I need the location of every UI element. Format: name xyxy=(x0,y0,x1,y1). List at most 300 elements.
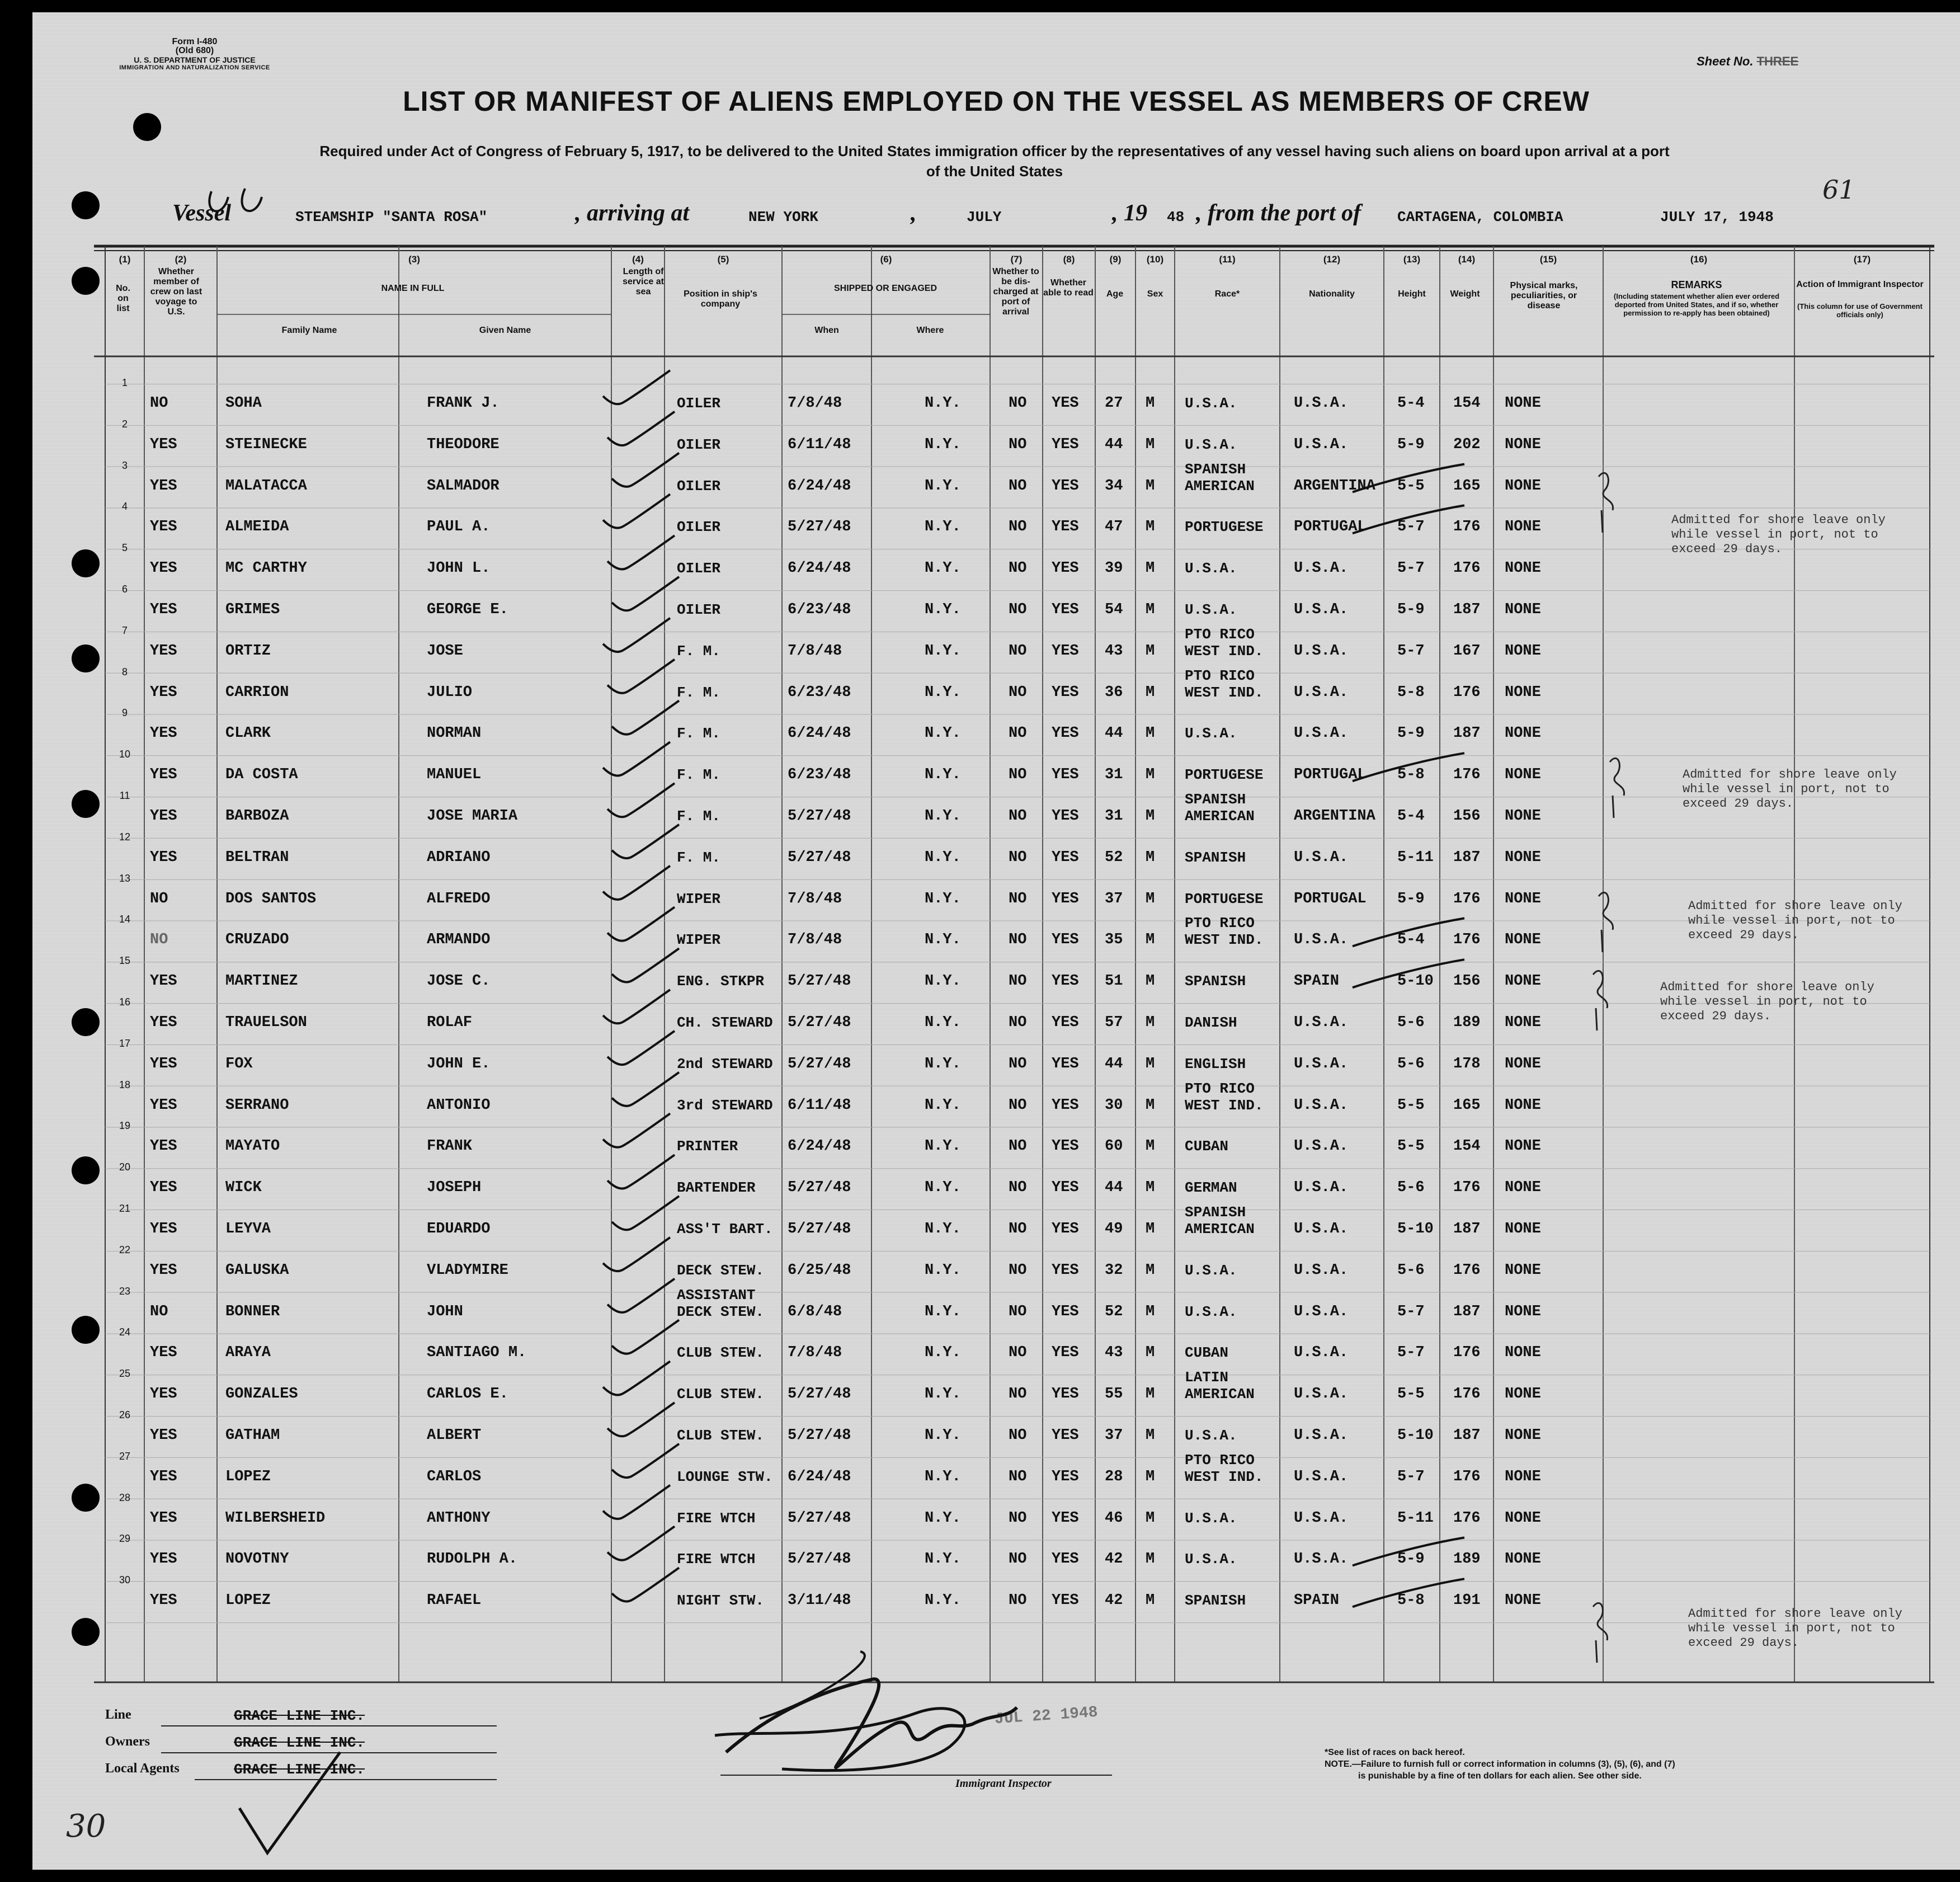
header-where: Where xyxy=(916,326,944,335)
where-cell: N.Y. xyxy=(925,931,961,949)
nationality-cell: U.S.A. xyxy=(1294,560,1349,577)
row-number: 2 xyxy=(121,418,128,430)
header-given-name: Given Name xyxy=(479,326,531,335)
row-number: 13 xyxy=(119,872,131,884)
service-checkmark xyxy=(603,618,670,652)
race-cell: WEST IND. xyxy=(1185,1097,1264,1114)
discharged-cell: NO xyxy=(1009,766,1027,784)
sex-cell: M xyxy=(1146,477,1155,495)
member-cell: YES xyxy=(150,1014,177,1031)
able-read-cell: YES xyxy=(1052,1592,1079,1610)
weight-cell: 187 xyxy=(1453,849,1481,866)
row-number: 19 xyxy=(119,1120,131,1132)
nationality-cell: U.S.A. xyxy=(1294,725,1349,742)
row-number: 21 xyxy=(119,1203,131,1214)
arriving-label: , arriving at xyxy=(575,200,690,226)
department-name: U. S. DEPARTMENT OF JUSTICE xyxy=(134,55,256,64)
discharged-cell: NO xyxy=(1009,1097,1027,1114)
remark-line: Admitted for shore leave only xyxy=(1671,513,1886,527)
given-name-cell: CARLOS E. xyxy=(427,1386,508,1403)
age-cell: 44 xyxy=(1105,1179,1123,1197)
given-name-cell: ALFREDO xyxy=(427,890,491,907)
header-physical: Physical marks, peculiarities, or disease xyxy=(1510,281,1578,310)
given-name-cell: EDUARDO xyxy=(427,1221,491,1238)
column-number: (16) xyxy=(1690,254,1708,265)
where-cell: N.Y. xyxy=(925,1179,961,1197)
service-checkmark xyxy=(603,1485,670,1519)
position-cell: ASSISTANT xyxy=(677,1286,756,1304)
where-cell: N.Y. xyxy=(925,808,961,825)
member-cell: YES xyxy=(150,560,177,577)
when-cell: 6/24/48 xyxy=(788,560,851,577)
service-checkmark xyxy=(607,907,675,940)
family-name-cell: SOHA xyxy=(225,395,262,412)
position-cell: LOUNGE STW. xyxy=(677,1468,773,1485)
from-date: JULY 17, 1948 xyxy=(1660,209,1774,225)
header-nationality: Nationality xyxy=(1309,289,1355,299)
column-number: (2) xyxy=(175,254,187,265)
header-name-in-full: NAME IN FULL xyxy=(381,284,445,293)
when-cell: 6/11/48 xyxy=(788,436,851,453)
sex-cell: M xyxy=(1146,601,1155,618)
agents-value: GRACE LINE INC. xyxy=(234,1761,365,1778)
nationality-cell: U.S.A. xyxy=(1294,1014,1349,1031)
position-cell: OILER xyxy=(677,560,721,577)
age-cell: 35 xyxy=(1105,931,1123,949)
row-number: 5 xyxy=(121,542,128,554)
service-checkmark xyxy=(603,494,670,528)
discharged-cell: NO xyxy=(1009,1344,1027,1362)
position-cell: CLUB STEW. xyxy=(677,1386,765,1403)
date-month: JULY xyxy=(967,209,1002,225)
height-cell: 5-9 xyxy=(1397,890,1425,907)
age-cell: 52 xyxy=(1105,849,1123,866)
where-cell: N.Y. xyxy=(925,684,961,701)
age-cell: 42 xyxy=(1105,1592,1123,1610)
member-cell: YES xyxy=(150,1138,177,1155)
position-cell: FIRE WTCH xyxy=(677,1551,756,1568)
height-cell: 5-9 xyxy=(1397,601,1425,618)
height-cell: 5-7 xyxy=(1397,1303,1425,1320)
able-read-cell: YES xyxy=(1052,1509,1079,1527)
member-cell: NO xyxy=(150,1303,168,1320)
race-cell: U.S.A. xyxy=(1185,560,1237,577)
when-cell: 7/8/48 xyxy=(788,395,842,412)
when-cell: 5/27/48 xyxy=(788,1014,851,1031)
nationality-cell: SPAIN xyxy=(1294,973,1340,990)
nationality-cell: U.S.A. xyxy=(1294,1262,1349,1279)
nationality-cell: U.S.A. xyxy=(1294,1055,1349,1072)
sex-cell: M xyxy=(1146,642,1155,660)
position-cell: 2nd STEWARD xyxy=(677,1055,773,1072)
weight-cell: 156 xyxy=(1453,808,1481,825)
discharged-cell: NO xyxy=(1009,1179,1027,1197)
row-number: 9 xyxy=(121,707,128,719)
height-cell: 5-8 xyxy=(1397,1592,1425,1610)
sex-cell: M xyxy=(1146,1179,1155,1197)
vessel-label: Vessel xyxy=(172,200,231,226)
where-cell: N.Y. xyxy=(925,1468,961,1485)
sheet-number-label: Sheet No. xyxy=(1697,54,1754,68)
where-cell: N.Y. xyxy=(925,725,961,742)
family-name-cell: LOPEZ xyxy=(225,1468,271,1485)
where-cell: N.Y. xyxy=(925,477,961,495)
member-cell: YES xyxy=(150,808,177,825)
handwritten-strike xyxy=(1353,505,1464,536)
race-cell: WEST IND. xyxy=(1185,642,1264,660)
header-whether-member: Whether member of crew on last voyage to U.S. xyxy=(150,267,202,317)
family-name-cell: ALMEIDA xyxy=(225,519,289,536)
age-cell: 37 xyxy=(1105,1427,1123,1444)
line-value: GRACE LINE INC. xyxy=(234,1707,365,1724)
age-cell: 30 xyxy=(1105,1097,1123,1114)
position-cell: WIPER xyxy=(677,931,721,949)
discharged-cell: NO xyxy=(1009,849,1027,866)
when-cell: 6/25/48 xyxy=(788,1262,851,1279)
given-name-cell: RAFAEL xyxy=(427,1592,482,1610)
discharged-cell: NO xyxy=(1009,890,1027,907)
height-cell: 5-5 xyxy=(1397,1386,1425,1403)
family-name-cell: ORTIZ xyxy=(225,642,271,660)
member-cell: YES xyxy=(150,1179,177,1197)
member-cell: YES xyxy=(150,642,177,660)
race-cell: LATIN xyxy=(1185,1369,1229,1386)
age-cell: 49 xyxy=(1105,1221,1123,1238)
header-sex: Sex xyxy=(1147,289,1163,299)
nationality-cell: U.S.A. xyxy=(1294,395,1349,412)
when-cell: 6/24/48 xyxy=(788,1138,851,1155)
given-name-cell: CARLOS xyxy=(427,1468,482,1485)
family-name-cell: MAYATO xyxy=(225,1138,280,1155)
discharged-cell: NO xyxy=(1009,560,1027,577)
member-cell: YES xyxy=(150,519,177,536)
nationality-cell: U.S.A. xyxy=(1294,1468,1349,1485)
race-cell: SPANISH xyxy=(1185,1592,1246,1610)
given-name-cell: ARMANDO xyxy=(427,931,491,949)
when-cell: 6/11/48 xyxy=(788,1097,851,1114)
position-cell: DECK STEW. xyxy=(677,1262,765,1279)
sex-cell: M xyxy=(1146,890,1155,907)
column-number: (10) xyxy=(1146,254,1164,265)
checkmarks xyxy=(32,12,1960,1870)
age-cell: 44 xyxy=(1105,1055,1123,1072)
row-number: 1 xyxy=(121,377,128,388)
physical-cell: NONE xyxy=(1505,1592,1541,1610)
where-cell: N.Y. xyxy=(925,1427,961,1444)
discharged-cell: NO xyxy=(1009,725,1027,742)
member-cell: YES xyxy=(150,1262,177,1279)
height-cell: 5-6 xyxy=(1397,1262,1425,1279)
owners-value: GRACE LINE INC. xyxy=(234,1734,365,1751)
height-cell: 5-11 xyxy=(1397,849,1434,866)
given-name-cell: FRANK J. xyxy=(427,395,500,412)
nationality-cell: U.S.A. xyxy=(1294,1509,1349,1527)
able-read-cell: YES xyxy=(1052,642,1079,660)
when-cell: 5/27/48 xyxy=(788,1427,851,1444)
able-read-cell: YES xyxy=(1052,1551,1079,1568)
discharged-cell: NO xyxy=(1009,1303,1027,1320)
when-cell: 7/8/48 xyxy=(788,931,842,949)
where-cell: N.Y. xyxy=(925,1386,961,1403)
service-checkmark xyxy=(603,742,670,775)
physical-cell: NONE xyxy=(1505,1427,1541,1444)
when-cell: 7/8/48 xyxy=(788,890,842,907)
inspector-mark xyxy=(1599,892,1613,952)
given-name-cell: JOSE MARIA xyxy=(427,808,518,825)
row-number: 25 xyxy=(119,1368,131,1380)
given-name-cell: JOSE xyxy=(427,642,463,660)
where-cell: N.Y. xyxy=(925,560,961,577)
height-cell: 5-8 xyxy=(1397,684,1425,701)
discharged-cell: NO xyxy=(1009,477,1027,495)
member-cell: YES xyxy=(150,1509,177,1527)
able-read-cell: YES xyxy=(1052,684,1079,701)
weight-cell: 165 xyxy=(1453,477,1481,495)
row-number: 11 xyxy=(119,790,130,801)
weight-cell: 165 xyxy=(1453,1097,1481,1114)
position-cell: ASS'T BART. xyxy=(677,1221,773,1238)
able-read-cell: YES xyxy=(1052,725,1079,742)
height-cell: 5-7 xyxy=(1397,1468,1425,1485)
handwritten-strike xyxy=(1353,918,1464,949)
family-name-cell: WILBERSHEID xyxy=(225,1509,326,1527)
race-cell: U.S.A. xyxy=(1185,395,1237,412)
age-cell: 51 xyxy=(1105,973,1123,990)
column-number: (14) xyxy=(1458,254,1476,265)
nationality-cell: U.S.A. xyxy=(1294,1138,1349,1155)
header-discharged: Whether to be dis-charged at port of arrival xyxy=(992,267,1039,317)
race-cell: AMERICAN xyxy=(1185,1221,1255,1238)
able-read-cell: YES xyxy=(1052,1262,1079,1279)
sex-cell: M xyxy=(1146,684,1155,701)
able-read-cell: YES xyxy=(1052,1055,1079,1072)
header-when: When xyxy=(814,326,839,335)
given-name-cell: NORMAN xyxy=(427,725,482,742)
note-races: *See list of races on back hereof. xyxy=(1325,1748,1465,1757)
age-cell: 31 xyxy=(1105,808,1123,825)
footer-notes xyxy=(1325,1747,1884,1782)
row-number: 23 xyxy=(119,1285,131,1297)
able-read-cell: YES xyxy=(1052,560,1079,577)
nationality-cell: PORTUGAL xyxy=(1294,766,1367,784)
able-read-cell: YES xyxy=(1052,1014,1079,1031)
where-cell: N.Y. xyxy=(925,973,961,990)
physical-cell: NONE xyxy=(1505,1055,1541,1072)
race-cell: PTO RICO xyxy=(1185,915,1255,932)
member-cell: YES xyxy=(150,1344,177,1362)
discharged-cell: NO xyxy=(1009,1055,1027,1072)
weight-cell: 176 xyxy=(1453,684,1481,701)
race-cell: PORTUGESE xyxy=(1185,519,1264,536)
weight-cell: 176 xyxy=(1453,519,1481,536)
discharged-cell: NO xyxy=(1009,1014,1027,1031)
age-cell: 28 xyxy=(1105,1468,1123,1485)
given-name-cell: SALMADOR xyxy=(427,477,500,495)
height-cell: 5-7 xyxy=(1397,519,1425,536)
age-cell: 60 xyxy=(1105,1138,1123,1155)
discharged-cell: NO xyxy=(1009,1551,1027,1568)
race-cell: PORTUGESE xyxy=(1185,766,1264,784)
family-name-cell: GONZALES xyxy=(225,1386,298,1403)
able-read-cell: YES xyxy=(1052,1179,1079,1197)
sex-cell: M xyxy=(1146,766,1155,784)
member-cell: YES xyxy=(150,1386,177,1403)
given-name-cell: GEORGE E. xyxy=(427,601,508,618)
weight-cell: 178 xyxy=(1453,1055,1481,1072)
remark-line: while vessel in port, not to xyxy=(1688,914,1895,928)
position-cell: F. M. xyxy=(677,642,721,660)
sex-cell: M xyxy=(1146,1262,1155,1279)
given-name-cell: ROLAF xyxy=(427,1014,473,1031)
row-number: 6 xyxy=(121,584,128,595)
physical-cell: NONE xyxy=(1505,931,1541,949)
weight-cell: 187 xyxy=(1453,1221,1481,1238)
able-read-cell: YES xyxy=(1052,1344,1079,1362)
position-cell: OILER xyxy=(677,436,721,453)
able-read-cell: YES xyxy=(1052,601,1079,618)
nationality-cell: U.S.A. xyxy=(1294,1179,1349,1197)
age-cell: 37 xyxy=(1105,890,1123,907)
when-cell: 3/11/48 xyxy=(788,1592,851,1610)
service-checkmark xyxy=(607,412,675,445)
member-cell: YES xyxy=(150,1427,177,1444)
race-cell: U.S.A. xyxy=(1185,1509,1237,1527)
position-cell: CLUB STEW. xyxy=(677,1427,765,1444)
sheet-number-value: THREE xyxy=(1756,54,1799,68)
service-checkmark xyxy=(612,700,679,734)
weight-cell: 176 xyxy=(1453,890,1481,907)
nationality-cell: U.S.A. xyxy=(1294,1427,1349,1444)
age-cell: 36 xyxy=(1105,684,1123,701)
subtitle-line-1: Required under Act of Congress of February 5, 1917, to be delivered to the United States immigration officer by the representatives of any vessel having such aliens on board upon arrival at a port xyxy=(319,143,1670,159)
remark-line: Admitted for shore leave only xyxy=(1683,768,1897,782)
discharged-cell: NO xyxy=(1009,1592,1027,1610)
able-read-cell: YES xyxy=(1052,931,1079,949)
row-number: 10 xyxy=(119,749,131,760)
member-cell: YES xyxy=(150,684,177,701)
when-cell: 5/27/48 xyxy=(788,1055,851,1072)
race-cell: U.S.A. xyxy=(1185,725,1237,742)
column-number: (15) xyxy=(1539,254,1557,265)
able-read-cell: YES xyxy=(1052,890,1079,907)
when-cell: 5/27/48 xyxy=(788,1221,851,1238)
column-number: (8) xyxy=(1063,254,1075,265)
service-checkmark xyxy=(607,535,675,569)
given-name-cell: ANTHONY xyxy=(427,1509,491,1527)
weight-cell: 187 xyxy=(1453,1303,1481,1320)
physical-cell: NONE xyxy=(1505,477,1541,495)
where-cell: N.Y. xyxy=(925,519,961,536)
owners-label: Owners xyxy=(105,1734,150,1749)
service-checkmark xyxy=(607,1403,675,1436)
from-label: , from the port of xyxy=(1196,200,1361,226)
row-number: 15 xyxy=(119,955,131,967)
sex-cell: M xyxy=(1146,1055,1155,1072)
sex-cell: M xyxy=(1146,849,1155,866)
service-checkmark xyxy=(612,1196,679,1230)
sex-cell: M xyxy=(1146,1551,1155,1568)
given-name-cell: JULIO xyxy=(427,684,473,701)
age-cell: 34 xyxy=(1105,477,1123,495)
when-cell: 5/27/48 xyxy=(788,1551,851,1568)
nationality-cell: U.S.A. xyxy=(1294,642,1349,660)
able-read-cell: YES xyxy=(1052,1221,1079,1238)
where-cell: N.Y. xyxy=(925,642,961,660)
where-cell: N.Y. xyxy=(925,1138,961,1155)
nationality-cell: U.S.A. xyxy=(1294,1221,1349,1238)
weight-cell: 167 xyxy=(1453,642,1481,660)
header-weight: Weight xyxy=(1450,289,1480,299)
sex-cell: M xyxy=(1146,1138,1155,1155)
age-cell: 27 xyxy=(1105,395,1123,412)
when-cell: 5/27/48 xyxy=(788,973,851,990)
inspector-mark xyxy=(1593,1603,1608,1663)
family-name-cell: LEYVA xyxy=(225,1221,271,1238)
header-position: Position in ship's company xyxy=(684,289,757,309)
weight-cell: 176 xyxy=(1453,1468,1481,1485)
when-cell: 6/23/48 xyxy=(788,766,851,784)
weight-cell: 187 xyxy=(1453,725,1481,742)
header-shipped: SHIPPED OR ENGAGED xyxy=(833,284,937,293)
age-cell: 43 xyxy=(1105,642,1123,660)
given-name-cell: ANTONIO xyxy=(427,1097,491,1114)
race-cell: WEST IND. xyxy=(1185,1468,1264,1485)
agents-label: Local Agents xyxy=(105,1761,180,1776)
race-cell: SPANISH xyxy=(1185,791,1246,808)
physical-cell: NONE xyxy=(1505,1179,1541,1197)
when-cell: 7/8/48 xyxy=(788,642,842,660)
physical-cell: NONE xyxy=(1505,560,1541,577)
corner-mark: 30 xyxy=(66,1808,106,1845)
where-cell: N.Y. xyxy=(925,1014,961,1031)
header-height: Height xyxy=(1398,289,1426,299)
race-cell: SPANISH xyxy=(1185,973,1246,990)
position-cell: CH. STEWARD xyxy=(677,1014,773,1031)
weight-cell: 176 xyxy=(1453,1386,1481,1403)
header-no-on-list: No. on list xyxy=(116,284,130,313)
when-cell: 5/27/48 xyxy=(788,808,851,825)
handwritten-strike xyxy=(1353,959,1464,987)
row-number: 29 xyxy=(119,1533,131,1545)
able-read-cell: YES xyxy=(1052,1303,1079,1320)
row-number: 26 xyxy=(119,1409,131,1420)
age-cell: 39 xyxy=(1105,560,1123,577)
member-cell: NO xyxy=(150,931,168,949)
when-cell: 5/27/48 xyxy=(788,849,851,866)
service-checkmark xyxy=(603,370,670,404)
able-read-cell: YES xyxy=(1052,395,1079,412)
member-cell: YES xyxy=(150,849,177,866)
family-name-cell: NOVOTNY xyxy=(225,1551,289,1568)
discharged-cell: NO xyxy=(1009,1386,1027,1403)
position-cell: BARTENDER xyxy=(677,1179,756,1197)
discharged-cell: NO xyxy=(1009,601,1027,618)
service-name: IMMIGRATION AND NATURALIZATION SERVICE xyxy=(119,64,270,71)
member-cell: YES xyxy=(150,725,177,742)
position-cell: OILER xyxy=(677,519,721,536)
member-cell: YES xyxy=(150,1551,177,1568)
member-cell: YES xyxy=(150,766,177,784)
where-cell: N.Y. xyxy=(925,1551,961,1568)
remark-line: Admitted for shore leave only xyxy=(1660,980,1874,994)
member-cell: YES xyxy=(150,1468,177,1485)
able-read-cell: YES xyxy=(1052,1468,1079,1485)
sex-cell: M xyxy=(1146,1468,1155,1485)
height-cell: 5-4 xyxy=(1397,931,1425,949)
given-name-cell: MANUEL xyxy=(427,766,482,784)
member-cell: YES xyxy=(150,1592,177,1610)
header-age: Age xyxy=(1106,289,1124,299)
